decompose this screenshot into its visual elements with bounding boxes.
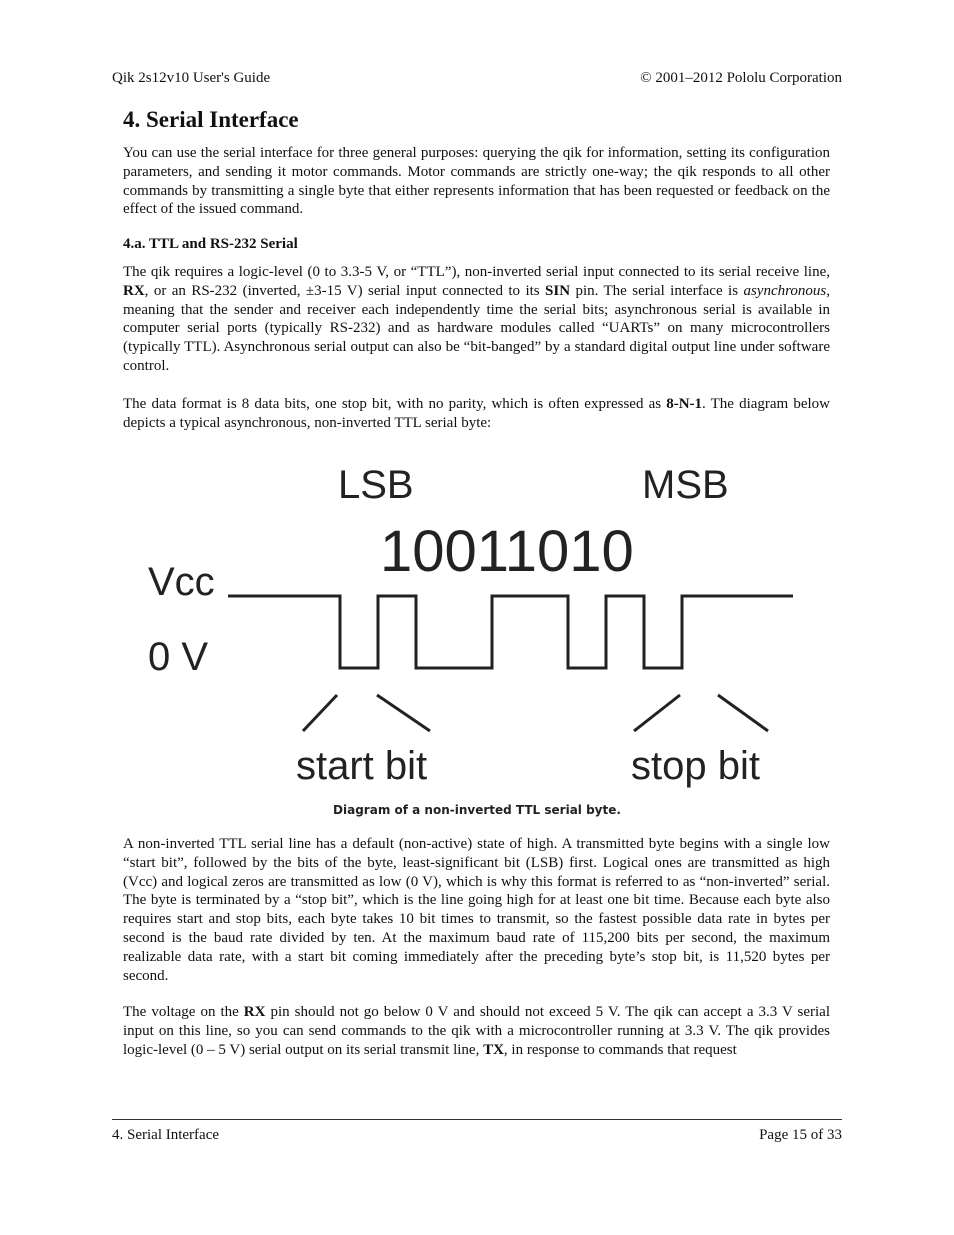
msb-label: MSB — [642, 463, 729, 507]
rx-pin-name: RX — [243, 1004, 266, 1020]
asynchronous-term: asynchronous — [743, 282, 827, 299]
intro-paragraph: You can use the serial interface for three general purposes: querying the qik for information, setting its configuration parameters, and sending it motor commands. Motor commands are strictly one-way; the qik responds to all other commands by transmitting a single byte that either represents information that has been requested or feedback on the effect of the issued command. — [123, 145, 830, 218]
stop-bit-label: stop bit — [631, 744, 760, 788]
lsb-label: LSB — [338, 463, 414, 507]
footer-divider — [112, 1119, 842, 1120]
text-run: , meaning that the sender and receiver each independently time the serial bits; asynchronous serial is available in computer serial ports (typically RS-232) and as hardware modules called “UARTs” on many microcontrollers (typically TTL). Asynchronous serial output can also be “bit-banged” by a standard digital output line under software control. — [123, 282, 830, 374]
format-code: 8-N-1 — [666, 396, 703, 412]
text-run: , or an RS-232 (inverted, ±3-15 V) serial input connected to its — [144, 282, 546, 299]
page-number: Page 15 of 33 — [759, 1127, 842, 1143]
section-title: 4. Serial Interface — [123, 107, 299, 132]
text-run: The voltage on the — [123, 1004, 244, 1020]
non-inverted-explanation-paragraph: A non-inverted TTL serial line has a default (non-active) state of high. A transmitted byte begins with a single low “start bit”, followed by the bits of the byte, least-significant bit (LSB) first. Logical ones are transmitted as high (Vcc) and logical zeros are transmitted as low (0 V), which is why this format is referred to as “non-inverted” serial. The byte is terminated by a “stop bit”, which is the line going high for at least one bit time. Because each byte also requires start and stop bits, each byte takes 10 bit times to transmit, so the fastest possible data rate in bytes per second is the baud rate divided by ten. At the maximum baud rate of 115,200 bits per second, the maximum realizable data rate, with a start bit coming immediately after the preceding byte’s stop bit, is 11,520 bytes per second. — [123, 836, 830, 984]
rx-pin-name: RX — [123, 282, 145, 299]
serial-byte-diagram — [140, 455, 820, 800]
text-run: . The diagram below depicts a typical asynchronous, non-inverted TTL serial byte: — [123, 396, 831, 431]
tx-pin-name: TX — [483, 1041, 504, 1058]
text-run: The data format is 8 data bits, one stop bit, with no parity, which is often expressed as — [123, 396, 667, 412]
start-bit-pointer-left — [303, 695, 337, 731]
byte-bits-label: 10011010 — [380, 519, 634, 584]
stop-bit-pointer-left — [634, 695, 680, 731]
serial-waveform — [228, 596, 793, 668]
footer-section-name: 4. Serial Interface — [112, 1127, 220, 1143]
diagram-caption: Diagram of a non-inverted TTL serial byte. — [333, 803, 621, 817]
text-run: , in response to commands that request — [503, 1041, 737, 1058]
start-bit-label: start bit — [296, 744, 428, 788]
running-header-title: Qik 2s12v10 User's Guide — [112, 70, 271, 86]
sin-pin-name: SIN — [545, 282, 571, 299]
text-run: pin. The serial interface is — [570, 282, 744, 299]
data-format-paragraph — [123, 395, 830, 433]
text-run: pin should not go below 0 V and should not exceed 5 V. The qik can accept a 3.3 V serial input on this line, so you can send commands to the qik with a microcontroller running at 3.3 V. The qik provides logic-level (0 – 5 V) serial output on its serial transmit line, — [123, 1004, 830, 1058]
start-bit-pointer-right — [377, 695, 430, 731]
voltage-paragraph — [123, 1003, 830, 1059]
running-header-copyright: © 2001–2012 Pololu Corporation — [640, 70, 842, 86]
text-run: The qik requires a logic-level (0 to 3.3-5 V, or “TTL”), non-inverted serial input connected to its serial receive line, — [123, 264, 830, 280]
stop-bit-pointer-right — [718, 695, 768, 731]
vcc-label: Vcc — [148, 560, 215, 604]
subsection-title: 4.a. TTL and RS-232 Serial — [123, 236, 298, 252]
zero-volt-label: 0 V — [148, 635, 209, 679]
ttl-rs232-paragraph — [123, 263, 830, 376]
